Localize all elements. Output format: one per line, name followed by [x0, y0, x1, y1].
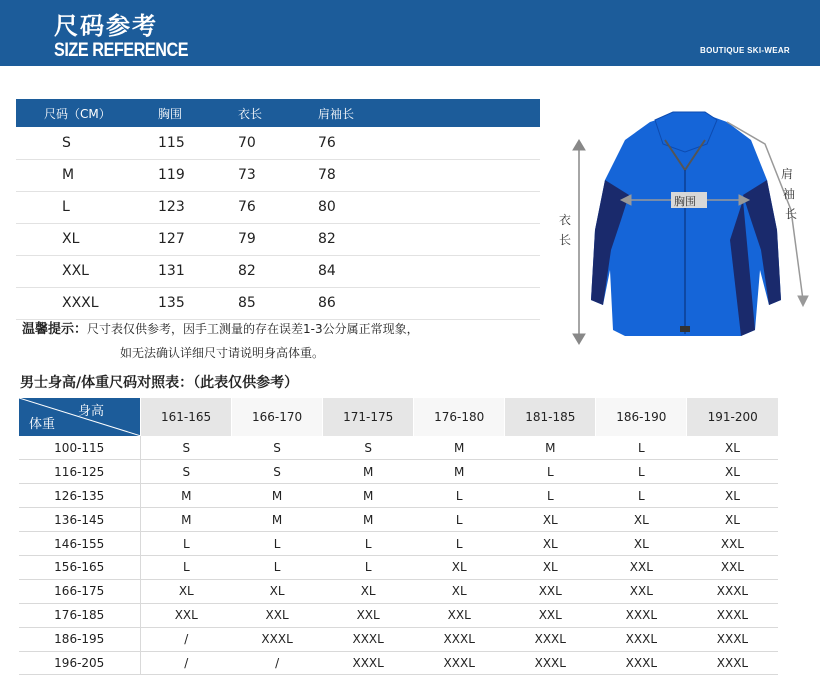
conv-size-cell: S: [232, 460, 323, 484]
conv-row: [19, 627, 779, 651]
conv-size-cell: L: [414, 484, 505, 508]
conv-size-cell: L: [414, 508, 505, 532]
conv-size-cell: S: [141, 460, 232, 484]
conv-size-cell: XXL: [505, 579, 596, 603]
conv-size-cell: S: [141, 436, 232, 460]
conv-row: [19, 555, 779, 579]
size-row: [16, 191, 540, 223]
size-row: [16, 287, 540, 319]
conv-size-cell: L: [596, 436, 687, 460]
height-col-header: 166-170: [232, 398, 323, 436]
page-title-en: SIZE REFERENCE: [54, 40, 189, 61]
size-col-header: 尺码（CM）: [16, 99, 158, 127]
size-cell: 76: [238, 191, 318, 223]
size-cell: 76: [318, 127, 540, 159]
chest-col-header: 胸围: [158, 99, 238, 127]
conv-size-cell: L: [232, 532, 323, 556]
conv-size-cell: XL: [596, 508, 687, 532]
conv-size-cell: L: [596, 484, 687, 508]
conv-size-cell: XXL: [505, 603, 596, 627]
header-banner: [0, 0, 820, 66]
conv-size-cell: M: [232, 484, 323, 508]
conv-size-cell: M: [232, 508, 323, 532]
conv-size-cell: XXXL: [687, 627, 778, 651]
conv-size-cell: L: [141, 555, 232, 579]
conv-size-cell: XL: [141, 579, 232, 603]
weight-row-header: 176-185: [19, 603, 141, 627]
conv-size-cell: XL: [687, 436, 778, 460]
conv-size-cell: L: [232, 555, 323, 579]
conv-size-cell: XL: [505, 555, 596, 579]
height-col-header: 171-175: [323, 398, 414, 436]
weight-row-header: 100-115: [19, 436, 141, 460]
weight-row-header: 156-165: [19, 555, 141, 579]
conv-size-cell: S: [232, 436, 323, 460]
conv-size-cell: M: [414, 436, 505, 460]
conv-size-cell: L: [414, 532, 505, 556]
height-weight-table: [18, 398, 778, 675]
conv-size-cell: XL: [687, 484, 778, 508]
brand-label: BOUTIQUE SKI-WEAR: [700, 46, 790, 55]
size-cell: 80: [318, 191, 540, 223]
conv-size-cell: XL: [505, 508, 596, 532]
conv-size-cell: L: [141, 532, 232, 556]
conv-size-cell: XXXL: [596, 603, 687, 627]
conv-row: [19, 603, 779, 627]
conv-size-cell: XXL: [323, 603, 414, 627]
conv-size-cell: XL: [232, 579, 323, 603]
men-chart-title: 男士身高/体重尺码对照表：（此表仅供参考）: [20, 375, 299, 391]
conv-size-cell: XL: [414, 555, 505, 579]
conv-size-cell: XXL: [687, 532, 778, 556]
size-cell: 82: [318, 223, 540, 255]
size-row: [16, 127, 540, 159]
length-label-2: 长: [559, 233, 572, 247]
weight-row-header: 186-195: [19, 627, 141, 651]
length-col-header: 衣长: [238, 99, 318, 127]
conv-size-cell: XXL: [232, 603, 323, 627]
weight-row-header: 126-135: [19, 484, 141, 508]
conv-size-cell: XXXL: [505, 627, 596, 651]
weight-row-header: 166-175: [19, 579, 141, 603]
conv-size-cell: XXL: [687, 555, 778, 579]
conv-size-cell: XXXL: [323, 651, 414, 675]
sleeve-label-2: 袖: [783, 187, 796, 201]
size-cell: 123: [158, 191, 238, 223]
conv-size-cell: XXXL: [687, 579, 778, 603]
size-cell: XL: [16, 223, 158, 255]
conv-size-cell: XXXL: [232, 627, 323, 651]
conv-size-cell: XXXL: [687, 651, 778, 675]
conv-row: [19, 579, 779, 603]
jacket-shape: [591, 112, 781, 336]
conv-size-cell: XXXL: [414, 651, 505, 675]
conv-size-cell: L: [323, 532, 414, 556]
conv-size-cell: M: [323, 460, 414, 484]
corner-weight-label: 体重: [29, 417, 56, 432]
height-col-header: 161-165: [141, 398, 232, 436]
length-arrow: [573, 140, 585, 344]
size-cell: 115: [158, 127, 238, 159]
page-title-cn: 尺码参考: [54, 12, 158, 40]
conv-size-cell: XXXL: [323, 627, 414, 651]
conv-size-cell: M: [323, 484, 414, 508]
size-row: [16, 159, 540, 191]
height-col-header: 186-190: [596, 398, 687, 436]
size-cell: S: [16, 127, 158, 159]
sleeve-label-3: 长: [785, 207, 798, 221]
conv-size-cell: S: [323, 436, 414, 460]
tips-line1: [22, 318, 419, 337]
conv-size-cell: XXL: [414, 603, 505, 627]
size-row: [16, 223, 540, 255]
size-cell: 127: [158, 223, 238, 255]
conv-size-cell: XXL: [141, 603, 232, 627]
length-label-1: 衣: [559, 213, 572, 227]
conv-size-cell: M: [414, 460, 505, 484]
size-cell: 86: [318, 287, 540, 319]
conv-size-cell: XXL: [596, 555, 687, 579]
size-cell: 135: [158, 287, 238, 319]
size-table: [16, 99, 540, 320]
size-row: [16, 255, 540, 287]
size-cell: 78: [318, 159, 540, 191]
chest-label: 胸围: [674, 195, 696, 208]
conv-size-cell: XL: [596, 532, 687, 556]
height-col-header: 181-185: [505, 398, 596, 436]
sleeve-col-header: 肩袖长: [318, 99, 540, 127]
tips-text-1: 尺寸表仅供参考，因手工测量的存在误差1-3公分属正常现象，: [87, 322, 419, 336]
conv-size-cell: M: [141, 508, 232, 532]
conv-row: [19, 484, 779, 508]
conv-size-cell: XXXL: [414, 627, 505, 651]
size-cell: M: [16, 159, 158, 191]
conv-size-cell: /: [141, 627, 232, 651]
tips-label: 温馨提示：: [22, 322, 88, 337]
size-cell: 79: [238, 223, 318, 255]
conv-size-cell: XL: [323, 579, 414, 603]
conv-row: [19, 508, 779, 532]
size-cell: XXXL: [16, 287, 158, 319]
corner-height-label: 身高: [77, 404, 104, 419]
size-cell: L: [16, 191, 158, 223]
conv-size-cell: XL: [687, 508, 778, 532]
conv-size-cell: M: [141, 484, 232, 508]
conv-size-cell: XXXL: [687, 603, 778, 627]
conv-size-cell: XXXL: [505, 651, 596, 675]
conv-corner-cell: [19, 398, 141, 436]
jacket-illustration: [555, 100, 815, 370]
size-table-header: [16, 99, 540, 127]
size-cell: 70: [238, 127, 318, 159]
conv-header-row: [19, 398, 779, 436]
size-cell: 131: [158, 255, 238, 287]
size-cell: 82: [238, 255, 318, 287]
conv-size-cell: L: [596, 460, 687, 484]
conv-row: [19, 651, 779, 675]
weight-row-header: 196-205: [19, 651, 141, 675]
size-cell: 85: [238, 287, 318, 319]
weight-row-header: 136-145: [19, 508, 141, 532]
weight-row-header: 146-155: [19, 532, 141, 556]
size-cell: 73: [238, 159, 318, 191]
conv-size-cell: L: [505, 484, 596, 508]
conv-row: [19, 532, 779, 556]
size-cell: 119: [158, 159, 238, 191]
sleeve-label-1: 肩: [781, 167, 794, 181]
conv-size-cell: M: [505, 436, 596, 460]
conv-row: [19, 436, 779, 460]
weight-row-header: 116-125: [19, 460, 141, 484]
conv-row: [19, 460, 779, 484]
size-cell: XXL: [16, 255, 158, 287]
height-col-header: 191-200: [687, 398, 778, 436]
conv-size-cell: /: [232, 651, 323, 675]
conv-size-cell: XL: [505, 532, 596, 556]
conv-size-cell: /: [141, 651, 232, 675]
tips-text-2: 如无法确认详细尺寸请说明身高体重。: [120, 346, 325, 360]
size-cell: 84: [318, 255, 540, 287]
conv-size-cell: L: [505, 460, 596, 484]
conv-size-cell: XXXL: [596, 627, 687, 651]
conv-size-cell: XXXL: [596, 651, 687, 675]
conv-size-cell: XL: [414, 579, 505, 603]
conv-size-cell: XL: [687, 460, 778, 484]
conv-size-cell: L: [323, 555, 414, 579]
conv-size-cell: XXL: [596, 579, 687, 603]
height-col-header: 176-180: [414, 398, 505, 436]
conv-size-cell: M: [323, 508, 414, 532]
